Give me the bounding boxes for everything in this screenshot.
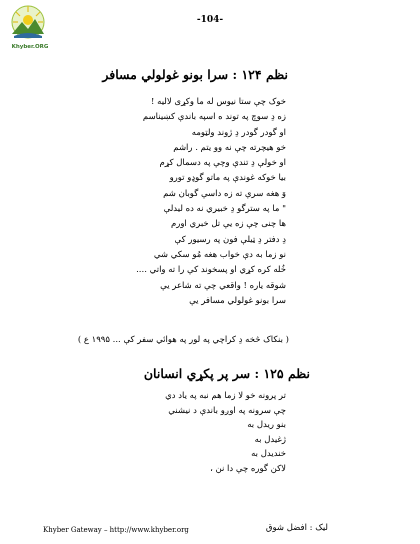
footer-source-link[interactable]: Khyber Gateway – http://www.khyber.org <box>43 526 189 534</box>
poem-line: شوقه یاره ! واقعي چې ته شاعر یې <box>160 280 286 291</box>
poem-line: چې سرونه په اوږو باندې د نیشني <box>168 405 286 416</box>
poem-line: نو زما به دې خواب هغه مُو سکي شي <box>153 249 286 260</box>
poem-line: سرا بونو غولولي مسافر یې <box>189 295 286 306</box>
poem-line: خندیدل به <box>251 449 286 460</box>
poem-line: او خولې دِ تندې وچې په دسمال کړم <box>159 158 286 169</box>
khyber-logo-icon <box>8 4 48 48</box>
poem-line: ها چنی چې زه یې تل خبري اورم <box>170 219 286 230</box>
poem-line: بنو ریدل به <box>247 420 286 431</box>
poem-line: " ما په سترگو دِ خبیري نه ده لیدلې <box>163 204 286 215</box>
poem-line: لاکن گوره چې دا نن ، <box>210 463 286 474</box>
poem-line: وَ هغه سرې ته زه داسې گوبان شم <box>163 188 286 199</box>
poem-125-body <box>56 389 286 477</box>
poem-line: بیا خوکه غوندې په ماتو گوډو تورو <box>169 173 286 184</box>
poem-125-title: نظم ۱۲۵ : سر پر پکړي انسانان <box>143 366 310 381</box>
poem-line: زه دِ سوچ په توند ه اسپه باندې کښیناسم <box>142 112 286 123</box>
poem-line: او گودر گودر دِ ژوند ولټومه <box>191 127 286 138</box>
footer-author: لیک : افضل شوق <box>265 523 328 533</box>
poem-line: تر پرونه خو لا زما هم نبه په یاد دي <box>165 391 286 401</box>
poem-124-dateline: ( بنکاک څخه دِ کراچي په لور په هوائي سفر کې ... ۱۹۹۵ ع ) <box>77 335 289 345</box>
poem-line: ژغیدل به <box>254 434 286 445</box>
poem-line: دِ دفتر دِ ټیلې فون په رسیور کې <box>174 234 286 245</box>
poem-line: خُله کره کړي او پسخوند کې را ته واتي .... <box>136 265 286 276</box>
poem-line: خو هیچرته چې نه وو یتم . راشم <box>173 142 286 153</box>
poem-line: خوک چې ستا نیوس له ما وکړی لالیه ! <box>151 97 286 107</box>
page-number: -104- <box>196 15 224 25</box>
poem-124-body <box>56 95 286 309</box>
poem-124-title: نظم ۱۲۴ : سرا بونو غولولي مسافر <box>102 67 288 82</box>
logo-text: Khyber.ORG <box>11 44 49 50</box>
